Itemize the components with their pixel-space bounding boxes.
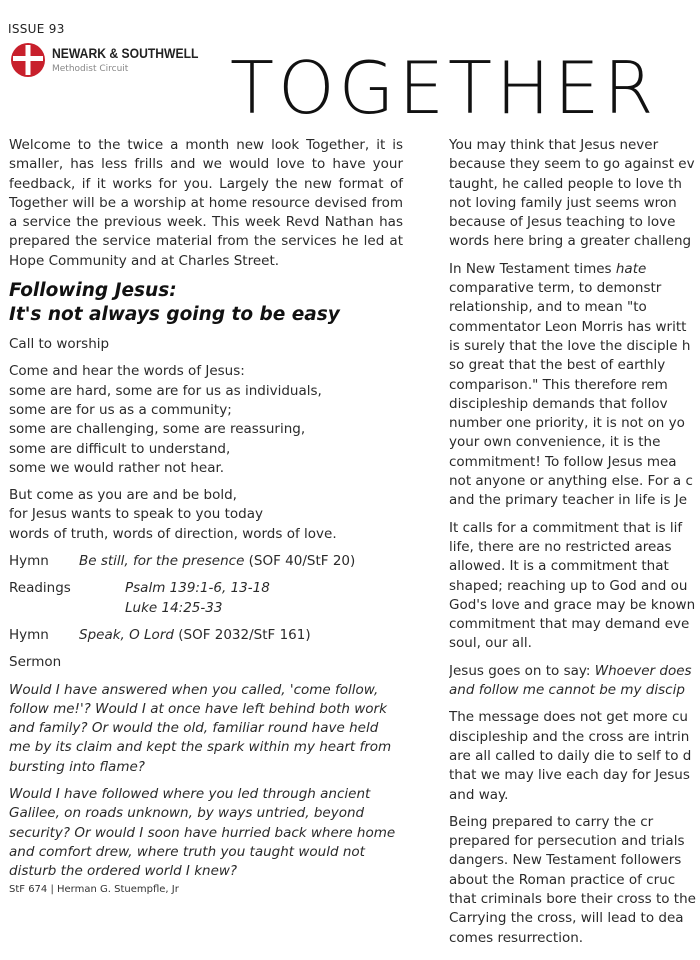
come-line: for Jesus wants to speak to you today	[9, 506, 264, 523]
text-line: relationship, and to mean "to	[449, 299, 647, 316]
hymn-2-title: Speak, O Lord	[79, 626, 174, 643]
text-line: It calls for a commitment that is lif	[449, 519, 683, 536]
come-line: words of truth, words of direction, words of love.	[9, 525, 337, 542]
text-line: taught, he called people to love th	[449, 175, 682, 192]
poem-verse-2: Would I have followed where you led through ancient Galilee, on roads unknown, by ways untried, beyond security? Or would I soon have hurried back where home and comfort drew, where truth you taught would not disturb the ordered world I knew?	[9, 786, 396, 880]
readings-label: Readings	[9, 580, 71, 597]
left-column	[9, 136, 403, 896]
text-line: discipleship demands that follov	[449, 395, 668, 412]
text-line: You may think that Jesus never	[449, 137, 659, 153]
right-paragraph-4	[449, 662, 700, 701]
text-line-lead: In New Testament times	[449, 260, 616, 277]
reading-2: Luke 14:25-33	[125, 599, 223, 616]
text-line: number one priority, it is not on yo	[449, 415, 685, 432]
quote-emphasis: Whoever does	[594, 662, 692, 679]
issue-number: ISSUE 93	[8, 22, 65, 36]
text-line: comes resurrection.	[449, 929, 584, 946]
intro-paragraph: Welcome to the twice a month new look Together, it is smaller, has less frills and we would love to have your feedback, if it works for you. Largely the new format of Together will be a worship at home resource devised from a service the previous week. This week Revd Nathan has prepared the service material from the services he led at Hope Community and at Charles Street.	[9, 137, 403, 269]
text-line: your own convenience, it is the	[449, 434, 661, 451]
circuit-logo	[10, 42, 200, 82]
text-line: soul, our all.	[449, 635, 532, 652]
right-paragraph-3	[449, 519, 700, 654]
text-line	[449, 663, 692, 679]
text-line: life, there are no restricted areas	[449, 538, 672, 555]
circuit-subtitle: Methodist Circuit	[52, 64, 129, 74]
text-line: Being prepared to carry the cr	[449, 813, 654, 830]
hymn-1-ref: (SOF 40/StF 20)	[244, 553, 356, 570]
come-line: But come as you are and be bold,	[9, 487, 237, 504]
sermon-title-line1: Following Jesus:	[9, 280, 177, 302]
hymn-1-row	[9, 552, 403, 571]
text-line	[449, 261, 646, 277]
hate-emphasis: hate	[615, 260, 647, 277]
hymn-2-text	[79, 626, 311, 645]
reading-1: Psalm 139:1-6, 13-18	[125, 580, 270, 597]
call-line: some are difficult to understand,	[9, 440, 231, 457]
circuit-name: NEWARK & SOUTHWELL	[52, 46, 199, 61]
text-line: allowed. It is a commitment that	[449, 558, 669, 575]
text-line: and follow me cannot be my discip	[449, 682, 685, 699]
text-line: discipleship and the cross are intrin	[449, 728, 690, 745]
text-line: prepared for persecution and trials	[449, 833, 685, 850]
text-line: The message does not get more cu	[449, 709, 688, 726]
right-paragraph-2	[449, 260, 700, 511]
text-line: is surely that the love the disciple h	[449, 337, 691, 354]
right-paragraph-5	[449, 708, 700, 804]
text-line: words here bring a greater challeng	[449, 233, 692, 250]
text-line: dangers. New Testament followers	[449, 852, 682, 869]
masthead-title: TOGETHER	[230, 46, 658, 130]
text-line: and way.	[449, 786, 509, 803]
call-line: some are challenging, some are reassuring,	[9, 421, 306, 438]
text-line: commitment! To follow Jesus mea	[449, 453, 677, 470]
text-line: shaped; reaching up to God and ou	[449, 577, 688, 594]
text-line: God's love and grace may be known	[449, 596, 696, 613]
right-paragraph-6	[449, 813, 700, 948]
hymn-2-row	[9, 626, 403, 645]
readings-list	[125, 579, 270, 618]
call-line: some are for us as a community;	[9, 401, 232, 418]
right-column	[449, 136, 700, 960]
call-line: some we would rather not hear.	[9, 459, 225, 476]
text-line: are all called to daily die to self to d	[449, 747, 692, 764]
hymn-2-label: Hymn	[9, 626, 49, 643]
hymn-1-label: Hymn	[9, 553, 49, 570]
call-line: some are hard, some are for us as individuals,	[9, 382, 322, 399]
right-paragraph-1	[449, 136, 700, 252]
text-line: commentator Leon Morris has writt	[449, 318, 687, 335]
text-line: because of Jesus teaching to love	[449, 214, 676, 231]
sermon-label: Sermon	[9, 654, 62, 671]
call-line: Come and hear the words of Jesus:	[9, 363, 245, 380]
text-line: that we may live each day for Jesus	[449, 767, 690, 784]
hymn-2-ref: (SOF 2032/StF 161)	[173, 626, 311, 643]
sermon-title	[9, 279, 403, 327]
methodist-cross-icon	[10, 42, 46, 78]
text-line: about the Roman practice of cruc	[449, 871, 676, 888]
text-line: comparative term, to demonstr	[449, 280, 662, 297]
hymn-1-text	[79, 552, 355, 571]
text-line: not loving family just seems wron	[449, 194, 677, 211]
poem-verse-1: Would I have answered when you called, 'come follow, follow me!'? Would I at once have left behind both work and family? Or would the old, familiar round have held me by its claim and kept the spark within my heart from bursting into flame?	[9, 681, 392, 775]
text-line: so great that the best of earthly	[449, 357, 666, 374]
come-text	[9, 486, 403, 544]
text-line: commitment that may demand eve	[449, 616, 690, 633]
text-line: Carrying the cross, will lead to dea	[449, 910, 684, 927]
text-line: and the primary teacher in life is Je	[449, 492, 688, 509]
sermon-title-line2: It's not always going to be easy	[9, 304, 340, 326]
call-to-worship-text	[9, 362, 403, 478]
text-line: comparison." This therefore rem	[449, 376, 668, 393]
text-line: that criminals bore their cross to the	[449, 890, 696, 907]
text-line: because they seem to go against ev	[449, 156, 695, 173]
text-line-lead: Jesus goes on to say:	[449, 662, 595, 679]
text-line: not anyone or anything else. For a c	[449, 473, 693, 490]
call-to-worship-heading: Call to worship	[9, 336, 110, 353]
hymn-1-title: Be still, for the presence	[79, 553, 245, 570]
readings-row	[9, 579, 403, 618]
hymn-credit: StF 674 | Herman G. Stuempfle, Jr	[9, 883, 179, 895]
